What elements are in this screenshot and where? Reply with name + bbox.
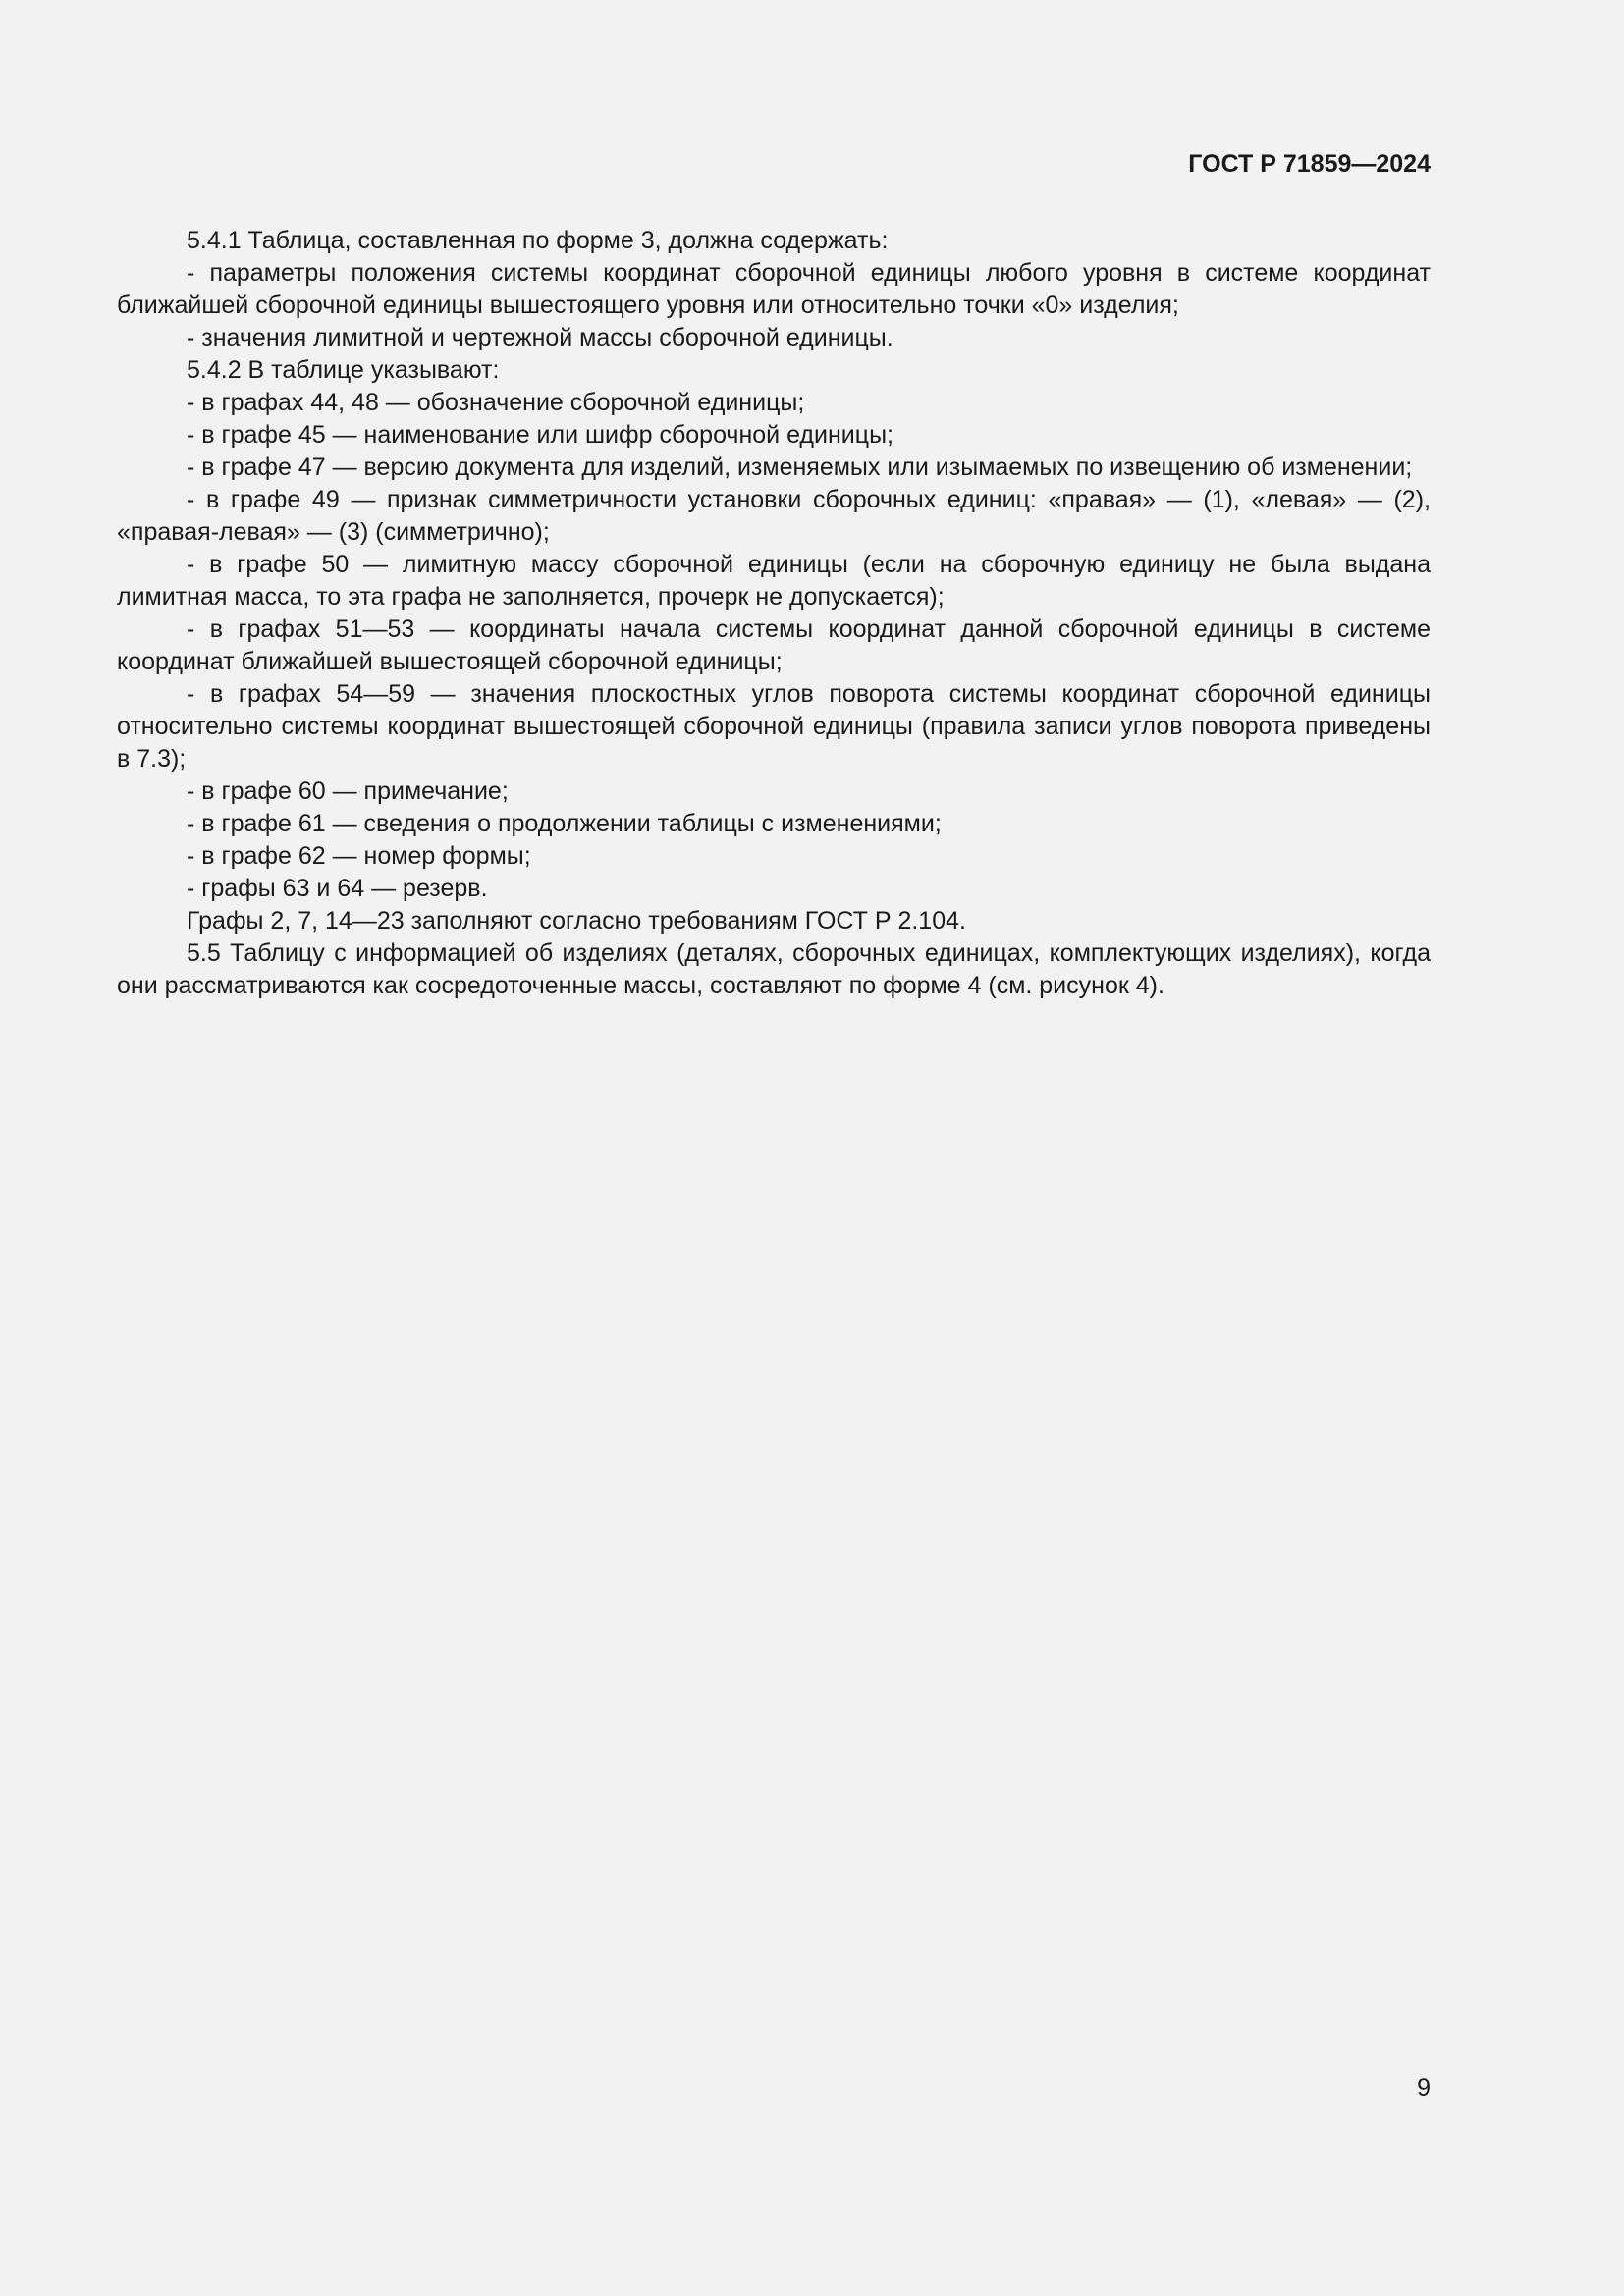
list-item: - в графах 51—53 — координаты начала системы координат данной сборочной единицы в системе координат ближайшей вышестоящей сборочной единицы; xyxy=(117,615,1431,675)
paragraph-5-4-2: 5.4.2 В таблице указывают: xyxy=(187,356,500,384)
document-header: ГОСТ Р 71859—2024 xyxy=(1188,150,1431,178)
list-item: - параметры положения системы координат сборочной единицы любого уровня в системе координат ближайшей сборочной единицы вышестоящего уровня или относительно точки «0» изделия; xyxy=(117,259,1431,319)
list-item: - в графе 61 — сведения о продолжении таблицы с изменениями; xyxy=(187,810,942,837)
list-item: - в графе 62 — номер формы; xyxy=(187,842,531,870)
document-body xyxy=(117,225,1431,1002)
list-item: - в графе 49 — признак симметричности установки сборочных единиц: «правая» — (1), «левая» — (2), «правая-левая» — (3) (симметрично); xyxy=(117,486,1431,546)
list-item: - в графе 50 — лимитную массу сборочной единицы (если на сборочную единицу не была выдана лимитная масса, то эта графа не заполняется, прочерк не допускается); xyxy=(117,551,1431,611)
paragraph-5-5: 5.5 Таблицу с информацией об изделиях (деталях, сборочных единицах, комплектующих изделиях), когда они рассматриваются как сосредоточенные массы, составляют по форме 4 (см. рисунок 4). xyxy=(117,939,1431,999)
list-item: - в графах 54—59 — значения плоскостных углов поворота системы координат сборочной единицы относительно системы координат вышестоящей сборочной единицы (правила записи углов поворота приведены в 7.3); xyxy=(117,680,1431,773)
list-item: - в графе 45 — наименование или шифр сборочной единицы; xyxy=(187,421,893,449)
list-item: - в графе 47 — версию документа для изделий, изменяемых или изымаемых по извещению об изменении; xyxy=(187,454,1413,481)
paragraph-5-4-1: 5.4.1 Таблица, составленная по форме 3, должна содержать: xyxy=(187,227,889,254)
list-item: - значения лимитной и чертежной массы сборочной единицы. xyxy=(187,324,893,351)
paragraph-columns-note: Графы 2, 7, 14—23 заполняют согласно требованиям ГОСТ Р 2.104. xyxy=(187,907,966,934)
page-number: 9 xyxy=(1417,2074,1431,2102)
list-item: - в графах 44, 48 — обозначение сборочной единицы; xyxy=(187,389,805,416)
list-item: - в графе 60 — примечание; xyxy=(187,777,509,805)
list-item: - графы 63 и 64 — резерв. xyxy=(187,875,488,902)
